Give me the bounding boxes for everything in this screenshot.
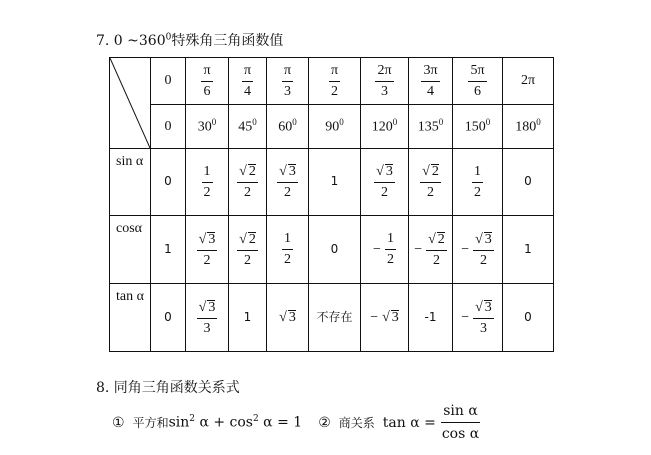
sin-cell: 0 <box>503 149 554 216</box>
section-7-title: 7. 0 $\sim 360^0$特殊角三角函数值 <box>96 32 284 49</box>
tan-cell: 1 <box>229 284 267 352</box>
formula-1-expression: $\sin^2 \alpha + \cos^2 \alpha = 1$ <box>168 414 303 431</box>
tan-cell: 0 <box>151 284 186 352</box>
radian-row <box>110 58 554 105</box>
radian-cell: $\frac{\pi}{6}$ <box>186 58 229 105</box>
formula-2-label: 商关系 <box>338 416 375 430</box>
tan-cell: 0 <box>503 284 554 352</box>
degree-cell: $60^0$ <box>267 105 309 149</box>
radian-cell: $\frac{3\pi}{4}$ <box>409 58 453 105</box>
sin-cell: $\frac{√ 2}{2}$ <box>229 149 267 216</box>
formula-2-lhs: tan α = <box>382 414 436 431</box>
cos-cell: − $\frac{√ 3}{2}$ <box>453 216 503 284</box>
diagonal-header-cell <box>110 58 151 149</box>
sin-row <box>110 149 554 216</box>
tan-cell: − $\frac{√ 3}{3}$ <box>453 284 503 352</box>
cos-cell: $\frac{1}{2}$ <box>267 216 309 284</box>
trig-values-table <box>109 57 554 352</box>
cos-cell: $\frac{√ 3}{2}$ <box>186 216 229 284</box>
cos-row <box>110 216 554 284</box>
cos-cell: $\frac{√ 2}{2}$ <box>229 216 267 284</box>
degree-cell: $30^0$ <box>186 105 229 149</box>
degree-cell: 0 <box>151 105 186 149</box>
formula-line <box>112 403 481 442</box>
tan-label: tan α <box>110 284 151 352</box>
sin-cell: $\frac{1}{2}$ <box>453 149 503 216</box>
sin-cell: $\frac{1}{2}$ <box>186 149 229 216</box>
sin-cell: $\frac{√ 3}{2}$ <box>267 149 309 216</box>
sin-label: sin α <box>110 149 151 216</box>
radian-cell: 2π <box>503 58 554 105</box>
sin-cell: $\frac{√ 2}{2}$ <box>409 149 453 216</box>
tan-cell: √ 3 <box>267 284 309 352</box>
tan-cell: 不存在 <box>309 284 361 352</box>
degree-cell: $90^0$ <box>309 105 361 149</box>
tan-cell: -1 <box>409 284 453 352</box>
sin-cell: 1 <box>309 149 361 216</box>
tan-cell: − √ 3 <box>361 284 409 352</box>
radian-cell: $\frac{\pi}{4}$ <box>229 58 267 105</box>
cos-cell: 0 <box>309 216 361 284</box>
radian-cell: $\frac{\pi}{2}$ <box>309 58 361 105</box>
radian-cell: 0 <box>151 58 186 105</box>
degree-row <box>110 105 554 149</box>
cos-cell: − $\frac{1}{2}$ <box>361 216 409 284</box>
formula-1-label: 平方和 <box>132 416 169 430</box>
degree-cell: $150^0$ <box>453 105 503 149</box>
radian-cell: $\frac{5\pi}{6}$ <box>453 58 503 105</box>
cos-label: cosα <box>110 216 151 284</box>
formula-2-fraction: $\frac{\text{sin α}}{\text{cos α}}$ <box>441 403 480 442</box>
degree-cell: $120^0$ <box>361 105 409 149</box>
degree-cell: $180^0$ <box>503 105 554 149</box>
sin-cell: $\frac{√ 3}{2}$ <box>361 149 409 216</box>
degree-cell: $135^0$ <box>409 105 453 149</box>
cos-cell: 1 <box>503 216 554 284</box>
cos-cell: 1 <box>151 216 186 284</box>
radian-cell: $\frac{\pi}{3}$ <box>267 58 309 105</box>
formula-1-marker: ① <box>112 414 125 431</box>
tan-row <box>110 284 554 352</box>
tan-cell: $\frac{√ 3}{3}$ <box>186 284 229 352</box>
degree-cell: $45^0$ <box>229 105 267 149</box>
cos-cell: − $\frac{√ 2}{2}$ <box>409 216 453 284</box>
formula-2-marker: ② <box>318 414 331 431</box>
sin-cell: 0 <box>151 149 186 216</box>
section-8-title: 8. 同角三角函数关系式 <box>96 380 240 396</box>
radian-cell: $\frac{2\pi}{3}$ <box>361 58 409 105</box>
